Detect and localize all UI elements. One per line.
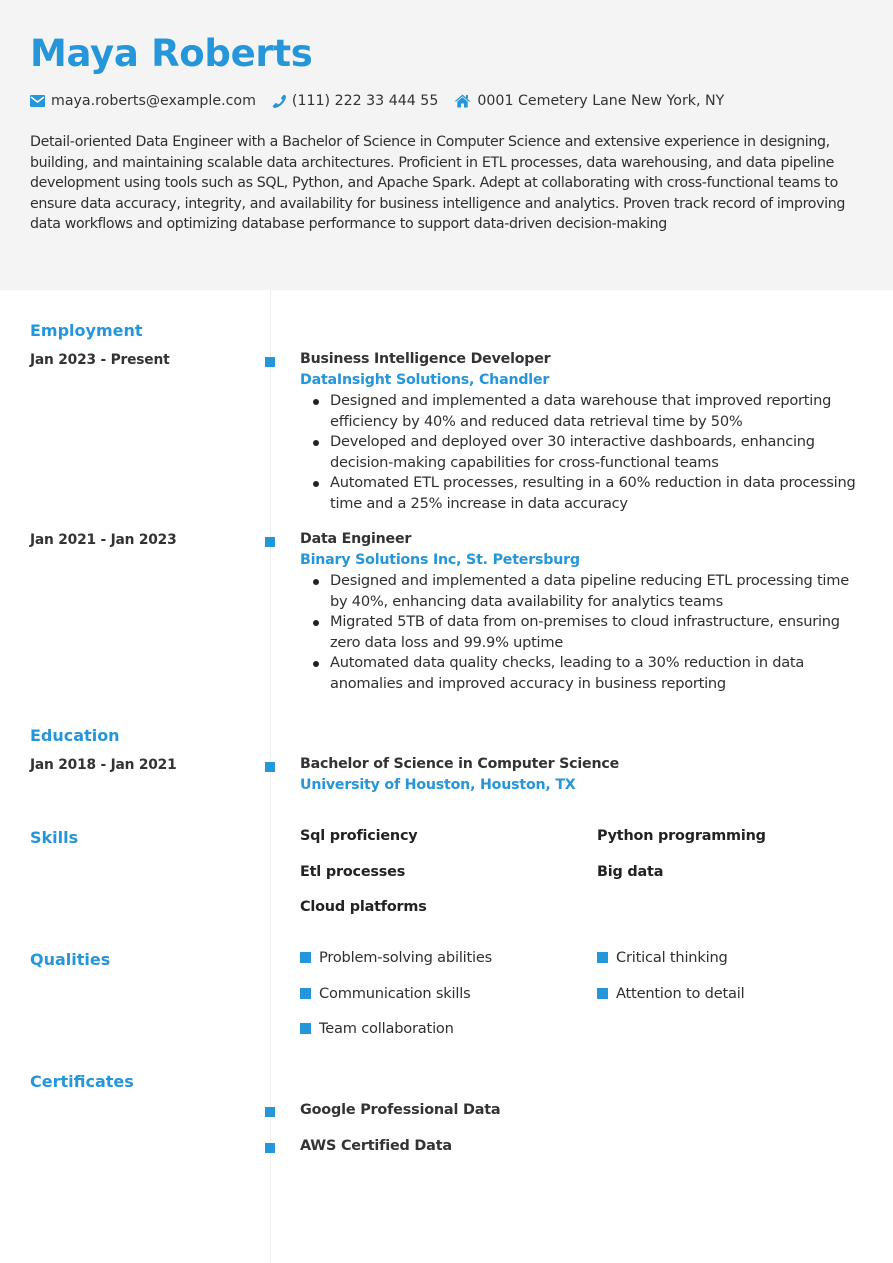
home-icon	[454, 94, 471, 108]
envelope-icon	[30, 95, 45, 107]
skill-item: Sql proficiency	[300, 828, 418, 844]
candidate-name: Maya Roberts	[30, 32, 313, 75]
square-bullet-icon	[597, 952, 608, 963]
quality-item	[597, 985, 745, 1002]
timeline-divider	[270, 290, 271, 1263]
section-title-employment: Employment	[30, 321, 143, 340]
quality-item	[597, 949, 728, 966]
phone-text: (111) 222 33 444 55	[291, 93, 439, 109]
job-bullet: Automated data quality checks, leading to a 30% reduction in data anomalies and improved accuracy in business reporting	[300, 653, 860, 694]
timeline-marker	[265, 1107, 275, 1117]
phone-icon	[272, 94, 286, 109]
job-bullet: Migrated 5TB of data from on-premises to cloud infrastructure, ensuring zero data loss and 99.9% uptime	[300, 612, 860, 653]
timeline-marker	[265, 357, 275, 367]
quality-text: Problem-solving abilities	[319, 949, 493, 966]
education-dates: Jan 2018 - Jan 2021	[30, 757, 177, 773]
professional-summary: Detail-oriented Data Engineer with a Bachelor of Science in Computer Science and extensive experience in designing, building, and maintaining scalable data architectures. Proficient in ETL processes, data warehousing, and data pipeline development using tools such as SQL, Python, and Apache Spark. Adept at collaborating with cross-functional teams to ensure data accuracy, integrity, and availability for business intelligence and analytics. Proven track record of improving data workflows and optimizing database performance to support data-driven decision-making	[30, 134, 846, 233]
job-title: Data Engineer	[300, 531, 412, 547]
timeline-marker	[265, 1143, 275, 1153]
job-bullets	[300, 571, 860, 695]
education-school: University of Houston, Houston, TX	[300, 777, 576, 793]
timeline-marker	[265, 762, 275, 772]
job-bullet: Automated ETL processes, resulting in a 60% reduction in data processing time and a 25% increase in data accuracy	[300, 473, 860, 514]
square-bullet-icon	[300, 988, 311, 999]
job-dates: Jan 2021 - Jan 2023	[30, 532, 177, 548]
contact-info	[30, 91, 863, 111]
job-bullet: Developed and deployed over 30 interactive dashboards, enhancing decision-making capabilities for cross-functional teams	[300, 432, 860, 473]
quality-item	[300, 985, 471, 1002]
certificate-item: Google Professional Data	[300, 1102, 501, 1118]
quality-text: Team collaboration	[319, 1020, 454, 1037]
section-title-skills: Skills	[30, 828, 79, 847]
job-bullet: Designed and implemented a data warehouse that improved reporting efficiency by 40% and reduced data retrieval time by 50%	[300, 391, 860, 432]
email-text: maya.roberts@example.com	[51, 93, 256, 109]
quality-text: Attention to detail	[616, 985, 745, 1002]
job-bullets	[300, 391, 860, 515]
skill-item: Cloud platforms	[300, 899, 427, 915]
skill-item: Python programming	[597, 828, 766, 844]
contact-email[interactable]	[30, 93, 256, 109]
section-title-education: Education	[30, 726, 120, 745]
skill-item: Etl processes	[300, 864, 406, 880]
quality-text: Communication skills	[319, 985, 471, 1002]
timeline-marker	[265, 537, 275, 547]
job-bullet: Designed and implemented a data pipeline reducing ETL processing time by 40%, enhancing data availability for analytics teams	[300, 571, 860, 612]
square-bullet-icon	[597, 988, 608, 999]
resume-header	[0, 0, 893, 290]
square-bullet-icon	[300, 952, 311, 963]
job-company: DataInsight Solutions, Chandler	[300, 372, 550, 388]
quality-text: Critical thinking	[616, 949, 728, 966]
skill-item: Big data	[597, 864, 664, 880]
quality-item	[300, 1020, 454, 1037]
contact-address	[454, 93, 724, 109]
certificate-item: AWS Certified Data	[300, 1138, 452, 1154]
job-dates: Jan 2023 - Present	[30, 352, 170, 368]
section-title-certificates: Certificates	[30, 1072, 134, 1091]
education-degree: Bachelor of Science in Computer Science	[300, 756, 619, 772]
job-title: Business Intelligence Developer	[300, 351, 551, 367]
quality-item	[300, 949, 492, 966]
job-company: Binary Solutions Inc, St. Petersburg	[300, 552, 580, 568]
contact-phone[interactable]	[272, 93, 438, 109]
section-title-qualities: Qualities	[30, 950, 111, 969]
address-text: 0001 Cemetery Lane New York, NY	[477, 93, 725, 109]
square-bullet-icon	[300, 1023, 311, 1034]
